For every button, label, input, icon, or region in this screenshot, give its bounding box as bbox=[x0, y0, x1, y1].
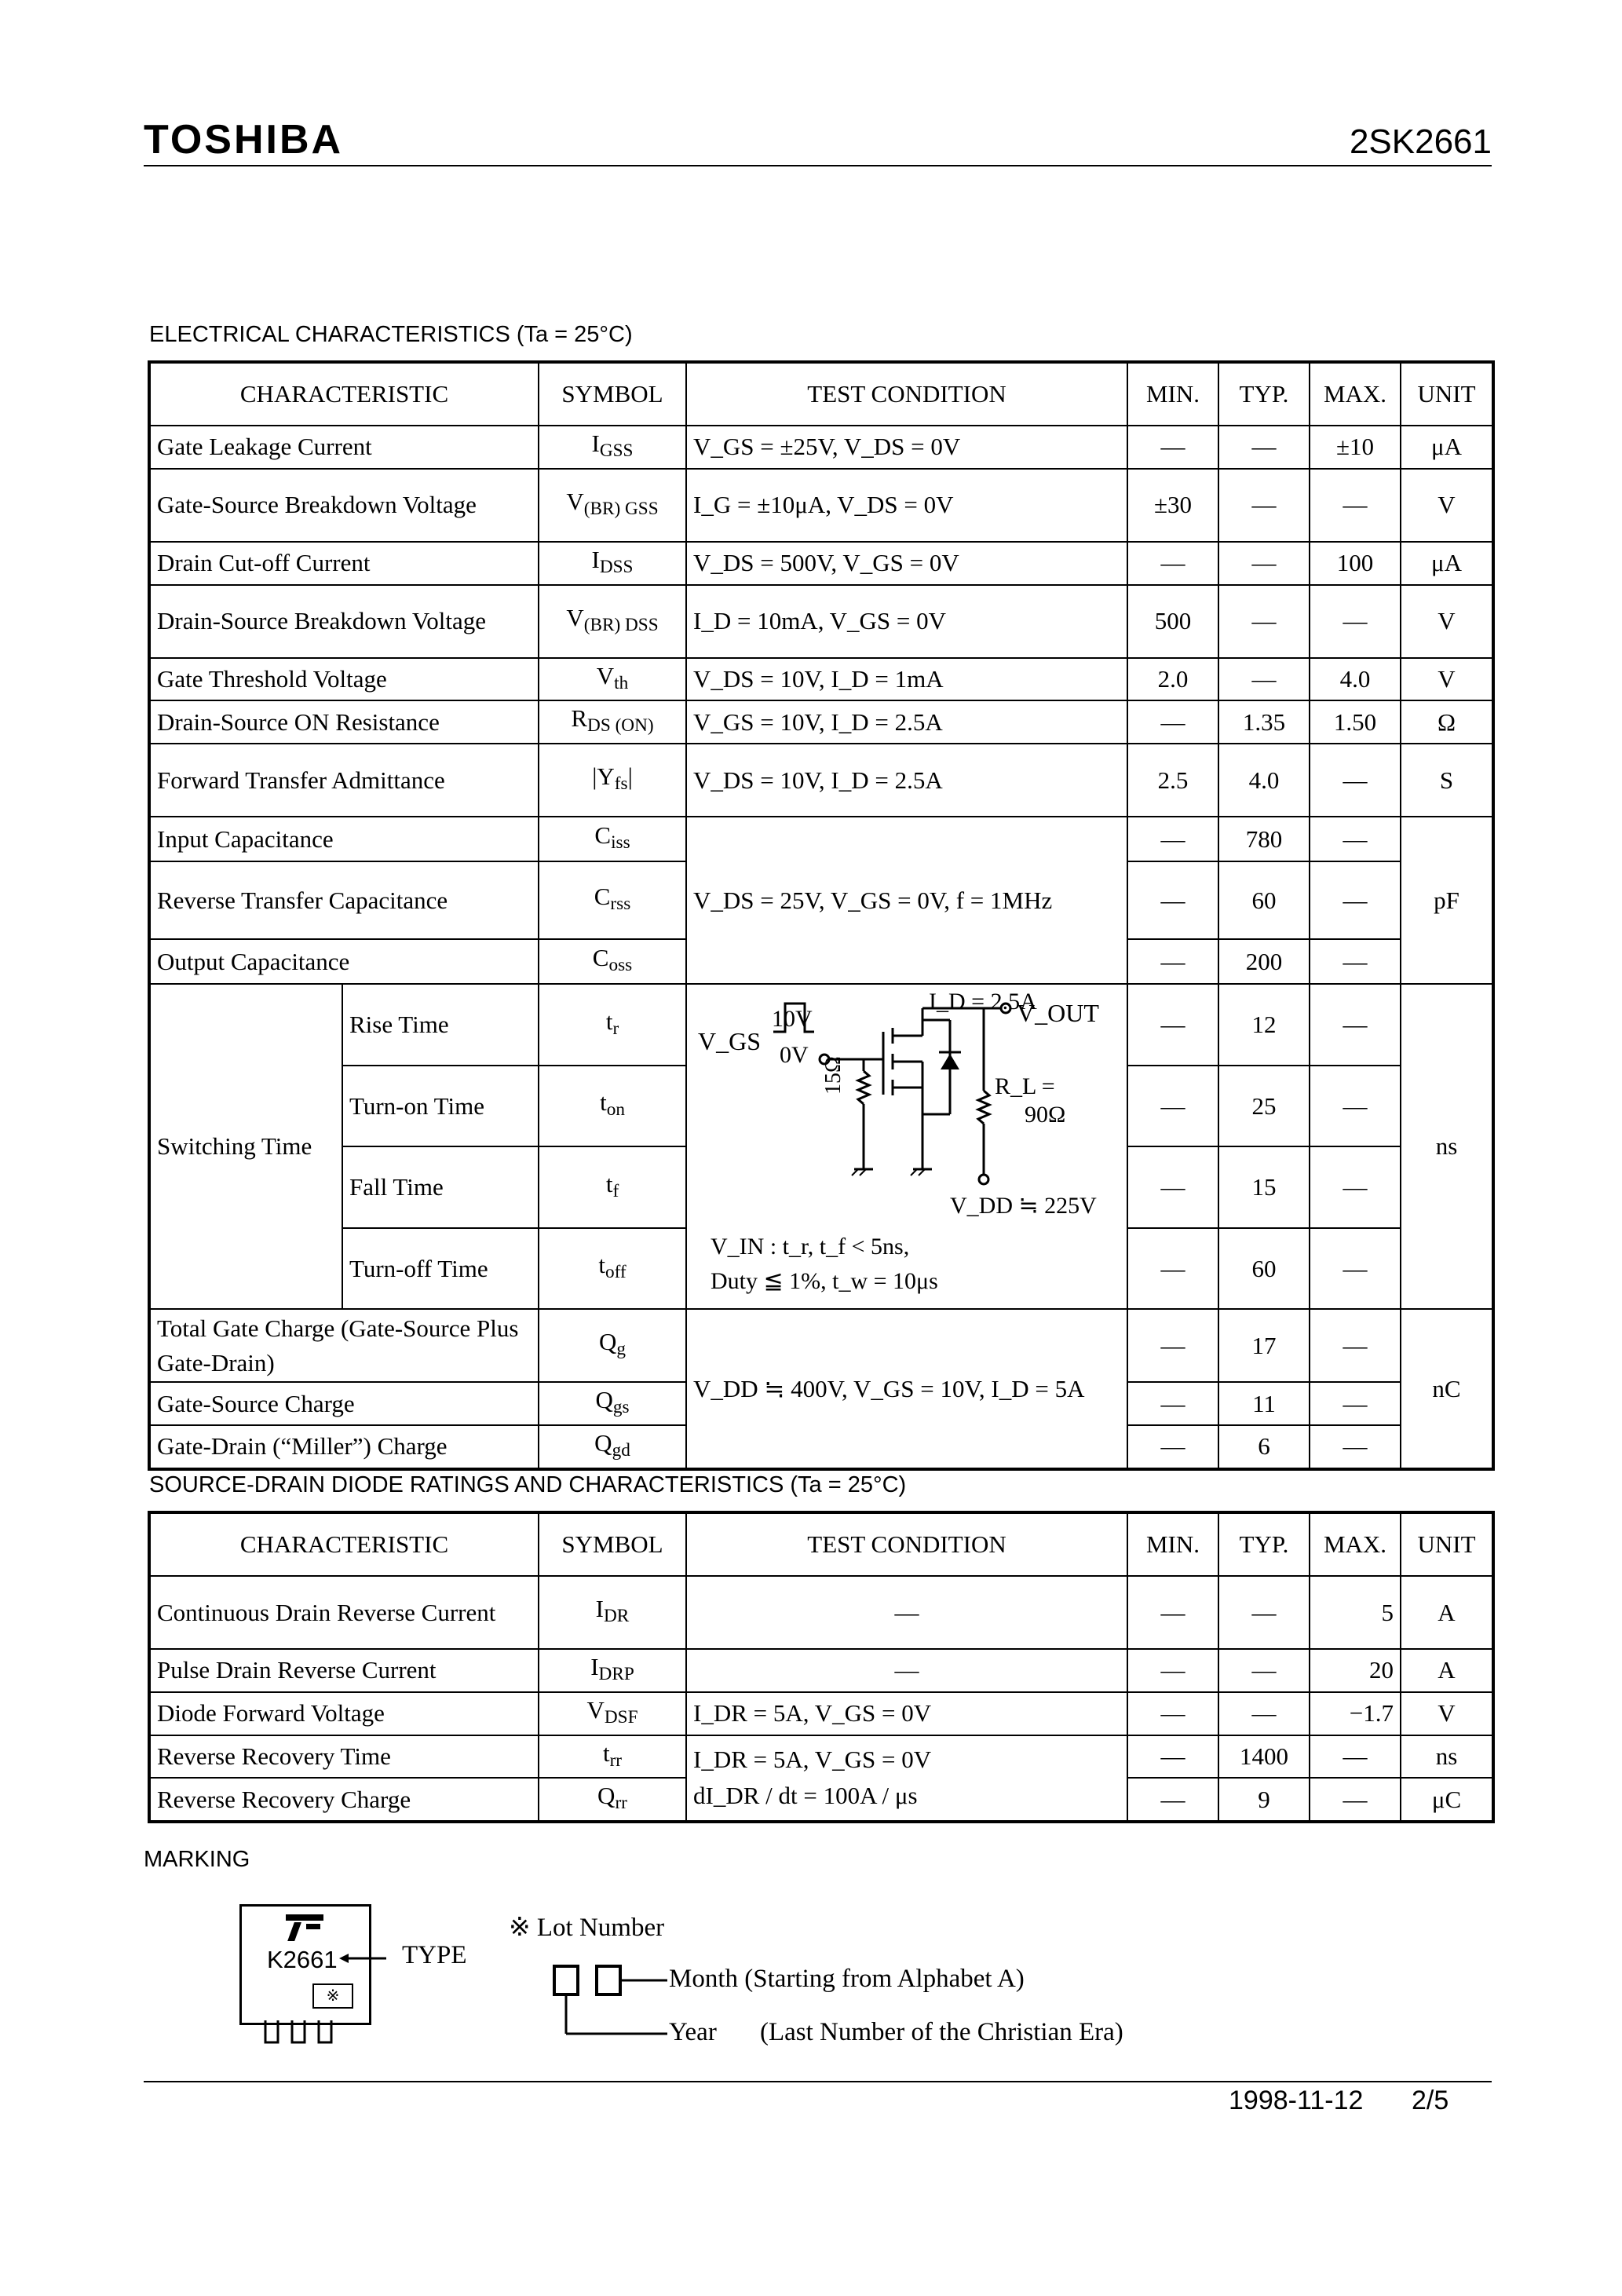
table-row bbox=[149, 542, 1493, 585]
part-number: 2SK2661 bbox=[1349, 122, 1492, 161]
min-value: 2.5 bbox=[1127, 744, 1218, 817]
min-value: 2.0 bbox=[1127, 658, 1218, 701]
capacitance-test-condition: V_DS = 25V, V_GS = 0V, f = 1MHz bbox=[686, 817, 1127, 984]
min-value: — bbox=[1127, 1778, 1218, 1822]
type-label: TYPE bbox=[402, 1941, 467, 1969]
unit: Ω bbox=[1401, 700, 1493, 744]
max-value: — bbox=[1310, 1425, 1401, 1469]
typ-value: — bbox=[1218, 1649, 1310, 1692]
min-value: — bbox=[1127, 1649, 1218, 1692]
unit: V bbox=[1401, 658, 1493, 701]
symbol: $V_{(BR) GSS}$ bbox=[539, 469, 686, 542]
min-value: — bbox=[1127, 700, 1218, 744]
min-value: — bbox=[1127, 1735, 1218, 1779]
max-value: — bbox=[1310, 1309, 1401, 1382]
col-symbol: SYMBOL bbox=[539, 362, 686, 426]
recovery-test-condition: I_DR = 5A, V_GS = 0V dI_DR / dt = 100A / μs bbox=[686, 1735, 1127, 1823]
min-value: — bbox=[1127, 984, 1218, 1066]
table-row bbox=[149, 1576, 1493, 1649]
col-characteristic: CHARACTERISTIC bbox=[149, 362, 539, 426]
vgs-label: V_GS bbox=[698, 1027, 762, 1056]
r15-label: 15Ω bbox=[821, 1056, 846, 1095]
col-symbol: SYMBOL bbox=[539, 1512, 686, 1576]
symbol: $Q_g$ bbox=[539, 1309, 686, 1382]
min-value: — bbox=[1127, 817, 1218, 861]
package-leads bbox=[259, 2020, 353, 2052]
vdd-label: V_DD ≒ 225V bbox=[950, 1193, 1097, 1219]
unit: ns bbox=[1401, 1735, 1493, 1779]
typ-value: 200 bbox=[1218, 939, 1310, 984]
test-condition: V_DS = 10V, I_D = 2.5A bbox=[686, 744, 1127, 817]
typ-value: — bbox=[1218, 1692, 1310, 1735]
id-label: I_D = 2.5A bbox=[929, 989, 1037, 1015]
table-row bbox=[149, 1309, 1493, 1382]
characteristic: Reverse Recovery Time bbox=[149, 1735, 539, 1779]
table-row bbox=[149, 984, 1493, 1066]
typ-value: 25 bbox=[1218, 1066, 1310, 1147]
max-value: — bbox=[1310, 1066, 1401, 1147]
symbol: $t_{rr}$ bbox=[539, 1735, 686, 1779]
symbol: $I_{DSS}$ bbox=[539, 542, 686, 585]
max-value: — bbox=[1310, 984, 1401, 1066]
diode-title: SOURCE-DRAIN DIODE RATINGS AND CHARACTERISTICS (Ta = 25°C) bbox=[149, 1472, 907, 1497]
max-value: ±10 bbox=[1310, 426, 1401, 469]
max-value: −1.7 bbox=[1310, 1692, 1401, 1735]
min-value: — bbox=[1127, 861, 1218, 939]
symbol: $t_r$ bbox=[539, 984, 686, 1066]
col-typ: TYP. bbox=[1218, 1512, 1310, 1576]
test-condition: V_DS = 10V, I_D = 1mA bbox=[686, 658, 1127, 701]
symbol: $V_{(BR) DSS}$ bbox=[539, 585, 686, 658]
rl-value: 90Ω bbox=[1025, 1102, 1066, 1128]
unit: V bbox=[1401, 1692, 1493, 1735]
footer-date: 1998-11-12 bbox=[1229, 2086, 1364, 2115]
duty-note: Duty ≦ 1%, t_w = 10μs bbox=[711, 1268, 938, 1295]
min-value: — bbox=[1127, 1425, 1218, 1469]
symbol: $V_{th}$ bbox=[539, 658, 686, 701]
typ-value: 1400 bbox=[1218, 1735, 1310, 1779]
footer-page: 2/5 bbox=[1412, 2086, 1449, 2115]
max-value: — bbox=[1310, 1146, 1401, 1228]
typ-value: — bbox=[1218, 658, 1310, 701]
table-row bbox=[149, 585, 1493, 658]
table-row bbox=[149, 744, 1493, 817]
typ-value: 12 bbox=[1218, 984, 1310, 1066]
unit: S bbox=[1401, 744, 1493, 817]
characteristic: Pulse Drain Reverse Current bbox=[149, 1649, 539, 1692]
capacitance-unit: pF bbox=[1401, 817, 1493, 984]
table-row bbox=[149, 426, 1493, 469]
typ-value: 1.35 bbox=[1218, 700, 1310, 744]
lot-number-label: ※ Lot Number bbox=[509, 1914, 665, 1942]
characteristic: Reverse Transfer Capacitance bbox=[149, 861, 539, 939]
characteristic: Drain-Source ON Resistance bbox=[149, 700, 539, 744]
rl-label: R_L = bbox=[995, 1073, 1055, 1100]
unit: V bbox=[1401, 585, 1493, 658]
symbol: $I_{DRP}$ bbox=[539, 1649, 686, 1692]
month-label: Month (Starting from Alphabet A) bbox=[669, 1965, 1025, 1993]
characteristic: Gate-Source Breakdown Voltage bbox=[149, 469, 539, 542]
electrical-title: ELECTRICAL CHARACTERISTICS (Ta = 25°C) bbox=[149, 322, 633, 347]
min-value: — bbox=[1127, 1146, 1218, 1228]
symbol: $Q_{rr}$ bbox=[539, 1778, 686, 1822]
table-header-row bbox=[149, 1512, 1493, 1576]
col-test-condition: TEST CONDITION bbox=[686, 362, 1127, 426]
min-value: 500 bbox=[1127, 585, 1218, 658]
unit: A bbox=[1401, 1649, 1493, 1692]
symbol: $R_{DS (ON)}$ bbox=[539, 700, 686, 744]
col-unit: UNIT bbox=[1401, 362, 1493, 426]
min-value: — bbox=[1127, 1309, 1218, 1382]
min-value: — bbox=[1127, 1576, 1218, 1649]
lot-box: ※ bbox=[312, 1983, 353, 2009]
pulse-high-label: 10V bbox=[772, 1006, 813, 1033]
typ-value: — bbox=[1218, 426, 1310, 469]
test-condition: I_DR = 5A, V_GS = 0V bbox=[686, 1692, 1127, 1735]
min-value: — bbox=[1127, 939, 1218, 984]
year-label: Year bbox=[669, 2018, 717, 2046]
test-condition: I_D = 10mA, V_GS = 0V bbox=[686, 585, 1127, 658]
max-value: 1.50 bbox=[1310, 700, 1401, 744]
table-row bbox=[149, 700, 1493, 744]
min-value: — bbox=[1127, 1228, 1218, 1310]
characteristic: Drain-Source Breakdown Voltage bbox=[149, 585, 539, 658]
diode-table bbox=[148, 1511, 1495, 1823]
max-value: 5 bbox=[1310, 1576, 1401, 1649]
brand-logo: TOSHIBA bbox=[144, 117, 344, 163]
marking-title: MARKING bbox=[144, 1847, 250, 1872]
min-value: — bbox=[1127, 1382, 1218, 1425]
vout-label: V_OUT bbox=[1017, 999, 1099, 1028]
vin-note: V_IN : t_r, t_f < 5ns, bbox=[711, 1234, 910, 1260]
characteristic: Forward Transfer Admittance bbox=[149, 744, 539, 817]
max-value: — bbox=[1310, 744, 1401, 817]
max-value: — bbox=[1310, 939, 1401, 984]
typ-value: — bbox=[1218, 469, 1310, 542]
pulse-low-label: 0V bbox=[780, 1042, 809, 1069]
symbol: $t_f$ bbox=[539, 1146, 686, 1228]
min-value: — bbox=[1127, 1692, 1218, 1735]
max-value: — bbox=[1310, 469, 1401, 542]
typ-value: 60 bbox=[1218, 1228, 1310, 1310]
switching-unit: ns bbox=[1401, 984, 1493, 1309]
symbol: $I_{GSS}$ bbox=[539, 426, 686, 469]
unit: μA bbox=[1401, 426, 1493, 469]
typ-value: 60 bbox=[1218, 861, 1310, 939]
symbol: $C_{oss}$ bbox=[539, 939, 686, 984]
unit: μA bbox=[1401, 542, 1493, 585]
max-value: — bbox=[1310, 1735, 1401, 1779]
min-value: — bbox=[1127, 1066, 1218, 1147]
table-row bbox=[149, 1692, 1493, 1735]
col-characteristic: CHARACTERISTIC bbox=[149, 1512, 539, 1576]
typ-value: 15 bbox=[1218, 1146, 1310, 1228]
table-row bbox=[149, 1735, 1493, 1779]
lot-code-diagram bbox=[550, 1963, 675, 2049]
characteristic: Turn-off Time bbox=[342, 1228, 539, 1310]
max-value: — bbox=[1310, 861, 1401, 939]
switching-group: Switching Time bbox=[149, 984, 342, 1309]
typ-value: — bbox=[1218, 542, 1310, 585]
characteristic: Rise Time bbox=[342, 984, 539, 1066]
characteristic: Turn-on Time bbox=[342, 1066, 539, 1147]
typ-value: 780 bbox=[1218, 817, 1310, 861]
footer-rule bbox=[144, 2081, 1492, 2082]
charge-unit: nC bbox=[1401, 1309, 1493, 1469]
max-value: 4.0 bbox=[1310, 658, 1401, 701]
unit: μC bbox=[1401, 1778, 1493, 1822]
typ-value: 9 bbox=[1218, 1778, 1310, 1822]
max-value: 20 bbox=[1310, 1649, 1401, 1692]
table-header-row bbox=[149, 362, 1493, 426]
min-value: ±30 bbox=[1127, 469, 1218, 542]
max-value: — bbox=[1310, 1382, 1401, 1425]
max-value: — bbox=[1310, 1778, 1401, 1822]
type-arrow-icon bbox=[339, 1951, 386, 1966]
characteristic: Gate-Source Charge bbox=[149, 1382, 539, 1425]
symbol: $I_{DR}$ bbox=[539, 1576, 686, 1649]
characteristic: Gate-Drain (“Miller”) Charge bbox=[149, 1425, 539, 1469]
test-condition: I_G = ±10μA, V_DS = 0V bbox=[686, 469, 1127, 542]
toshiba-logo-icon bbox=[283, 1911, 330, 1943]
col-min: MIN. bbox=[1127, 362, 1218, 426]
characteristic: Gate Leakage Current bbox=[149, 426, 539, 469]
min-value: — bbox=[1127, 542, 1218, 585]
header-rule bbox=[144, 165, 1492, 166]
characteristic: Continuous Drain Reverse Current bbox=[149, 1576, 539, 1649]
year-description: (Last Number of the Christian Era) bbox=[760, 2018, 1123, 2046]
typ-value: 6 bbox=[1218, 1425, 1310, 1469]
col-unit: UNIT bbox=[1401, 1512, 1493, 1576]
table-row bbox=[149, 658, 1493, 701]
col-test-condition: TEST CONDITION bbox=[686, 1512, 1127, 1576]
test-condition: — bbox=[686, 1649, 1127, 1692]
charge-test-condition: V_DD ≒ 400V, V_GS = 10V, I_D = 5A bbox=[686, 1309, 1127, 1469]
unit: V bbox=[1401, 469, 1493, 542]
test-condition: V_GS = 10V, I_D = 2.5A bbox=[686, 700, 1127, 744]
min-value: — bbox=[1127, 426, 1218, 469]
max-value: — bbox=[1310, 1228, 1401, 1310]
typ-value: 17 bbox=[1218, 1309, 1310, 1382]
table-row bbox=[149, 1649, 1493, 1692]
symbol: $Q_{gd}$ bbox=[539, 1425, 686, 1469]
unit: A bbox=[1401, 1576, 1493, 1649]
characteristic: Diode Forward Voltage bbox=[149, 1692, 539, 1735]
characteristic: Drain Cut-off Current bbox=[149, 542, 539, 585]
symbol: $C_{rss}$ bbox=[539, 861, 686, 939]
typ-value: — bbox=[1218, 1576, 1310, 1649]
characteristic: Total Gate Charge (Gate-Source Plus Gate-Drain) bbox=[149, 1309, 539, 1382]
characteristic: Fall Time bbox=[342, 1146, 539, 1228]
characteristic: Output Capacitance bbox=[149, 939, 539, 984]
characteristic: Reverse Recovery Charge bbox=[149, 1778, 539, 1822]
symbol: $t_{on}$ bbox=[539, 1066, 686, 1147]
chip-type-text: K2661 bbox=[267, 1946, 338, 1973]
test-condition: — bbox=[686, 1576, 1127, 1649]
characteristic: Gate Threshold Voltage bbox=[149, 658, 539, 701]
test-condition: V_GS = ±25V, V_DS = 0V bbox=[686, 426, 1127, 469]
switching-test-circuit bbox=[686, 984, 1127, 1309]
max-value: 100 bbox=[1310, 542, 1401, 585]
symbol: $|Y_{fs}|$ bbox=[539, 744, 686, 817]
col-max: MAX. bbox=[1310, 362, 1401, 426]
table-row bbox=[149, 469, 1493, 542]
symbol: $Q_{gs}$ bbox=[539, 1382, 686, 1425]
max-value: — bbox=[1310, 585, 1401, 658]
max-value: — bbox=[1310, 817, 1401, 861]
symbol: $C_{iss}$ bbox=[539, 817, 686, 861]
typ-value: 11 bbox=[1218, 1382, 1310, 1425]
col-max: MAX. bbox=[1310, 1512, 1401, 1576]
electrical-table bbox=[148, 360, 1495, 1471]
symbol: $t_{off}$ bbox=[539, 1228, 686, 1310]
col-min: MIN. bbox=[1127, 1512, 1218, 1576]
typ-value: — bbox=[1218, 585, 1310, 658]
characteristic: Input Capacitance bbox=[149, 817, 539, 861]
table-row bbox=[149, 817, 1493, 861]
col-typ: TYP. bbox=[1218, 362, 1310, 426]
test-condition: V_DS = 500V, V_GS = 0V bbox=[686, 542, 1127, 585]
symbol: $V_{DSF}$ bbox=[539, 1692, 686, 1735]
typ-value: 4.0 bbox=[1218, 744, 1310, 817]
